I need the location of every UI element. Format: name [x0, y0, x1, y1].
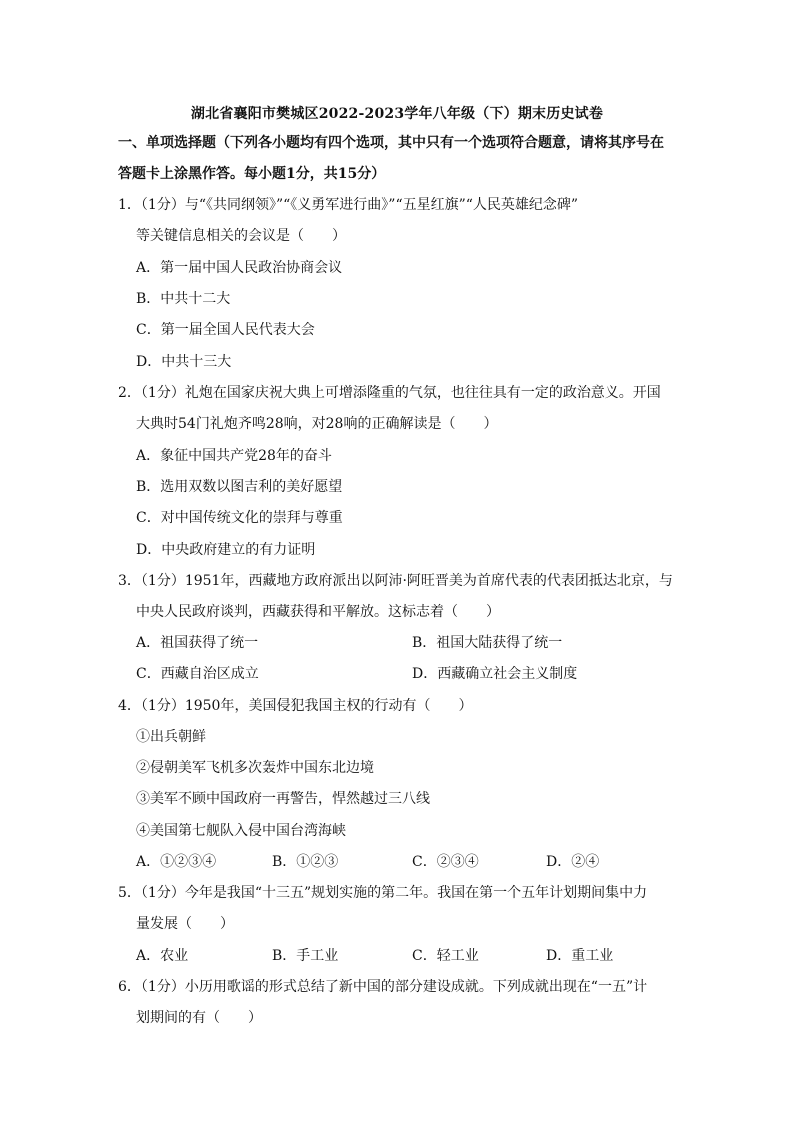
question-stem: 6．（1分）小历用歌谣的形式总结了新中国的部分建设成就。下列成就出现在“一五”计	[118, 979, 648, 995]
option-c: C．西藏自治区成立	[136, 666, 259, 682]
option-d: D．②④	[546, 854, 600, 870]
option-b: B．选用双数以图吉利的美好愿望	[136, 479, 343, 495]
option-c: C．②③④	[412, 854, 479, 870]
question-stem: 量发展（ ）	[136, 916, 234, 932]
question-stem: 大典时54门礼炮齐鸣28响，对28响的正确解读是（ ）	[136, 416, 498, 432]
question-stem: 等关键信息相关的会议是（ ）	[136, 228, 346, 244]
option-a: A．农业	[136, 948, 189, 964]
option-a: A．第一届中国人民政治协商会议	[136, 260, 343, 276]
section-heading-line-2: 答题卡上涂黑作答。每小题1分，共15分）	[118, 166, 386, 182]
statement-item: ①出兵朝鲜	[136, 729, 206, 745]
option-b: B．祖国大陆获得了统一	[412, 635, 563, 651]
option-d: D．西藏确立社会主义制度	[412, 666, 578, 682]
question-stem: 划期间的有（ ）	[136, 1010, 262, 1026]
option-d: D．中央政府建立的有力证明	[136, 542, 316, 558]
option-b: B．中共十二大	[136, 291, 231, 307]
option-a: A．祖国获得了统一	[136, 635, 259, 651]
statement-item: ④美国第七舰队入侵中国台湾海峡	[136, 823, 346, 839]
question-stem: 3．（1分）1951年，西藏地方政府派出以阿沛·阿旺晋美为首席代表的代表团抵达北京，与	[118, 573, 673, 589]
option-d: D．重工业	[546, 948, 614, 964]
question-stem: 5．（1分）今年是我国“十三五”规划实施的第二年。我国在第一个五年计划期间集中力	[118, 885, 648, 901]
option-c: C．第一届全国人民代表大会	[136, 322, 315, 338]
question-stem: 4．（1分）1950年，美国侵犯我国主权的行动有（ ）	[118, 698, 473, 714]
option-a: A．①②③④	[136, 854, 217, 870]
statement-item: ③美军不顾中国政府一再警告，悍然越过三八线	[136, 791, 430, 807]
section-heading-line-1: 一、单项选择题（下列各小题均有四个选项，其中只有一个选项符合题意，请将其序号在	[118, 135, 664, 151]
question-stem: 2．（1分）礼炮在国家庆祝大典上可增添隆重的气氛，也往往具有一定的政治意义。开国	[118, 385, 661, 401]
option-d: D．中共十三大	[136, 354, 232, 370]
option-c: C．对中国传统文化的崇拜与尊重	[136, 510, 343, 526]
statement-item: ②侵朝美军飞机多次轰炸中国东北边境	[136, 760, 374, 776]
question-stem: 1．（1分）与“《共同纲领》”“《义勇军进行曲》”“五星红旗”“人民英雄纪念碑”	[118, 197, 579, 213]
option-b: B．手工业	[272, 948, 339, 964]
option-a: A．象征中国共产党28年的奋斗	[136, 448, 332, 464]
exam-title: 湖北省襄阳市樊城区2022-2023学年八年级（下）期末历史试卷	[190, 106, 604, 122]
option-b: B．①②③	[272, 854, 339, 870]
option-c: C．轻工业	[412, 948, 479, 964]
question-stem: 中央人民政府谈判，西藏获得和平解放。这标志着（ ）	[136, 604, 500, 620]
